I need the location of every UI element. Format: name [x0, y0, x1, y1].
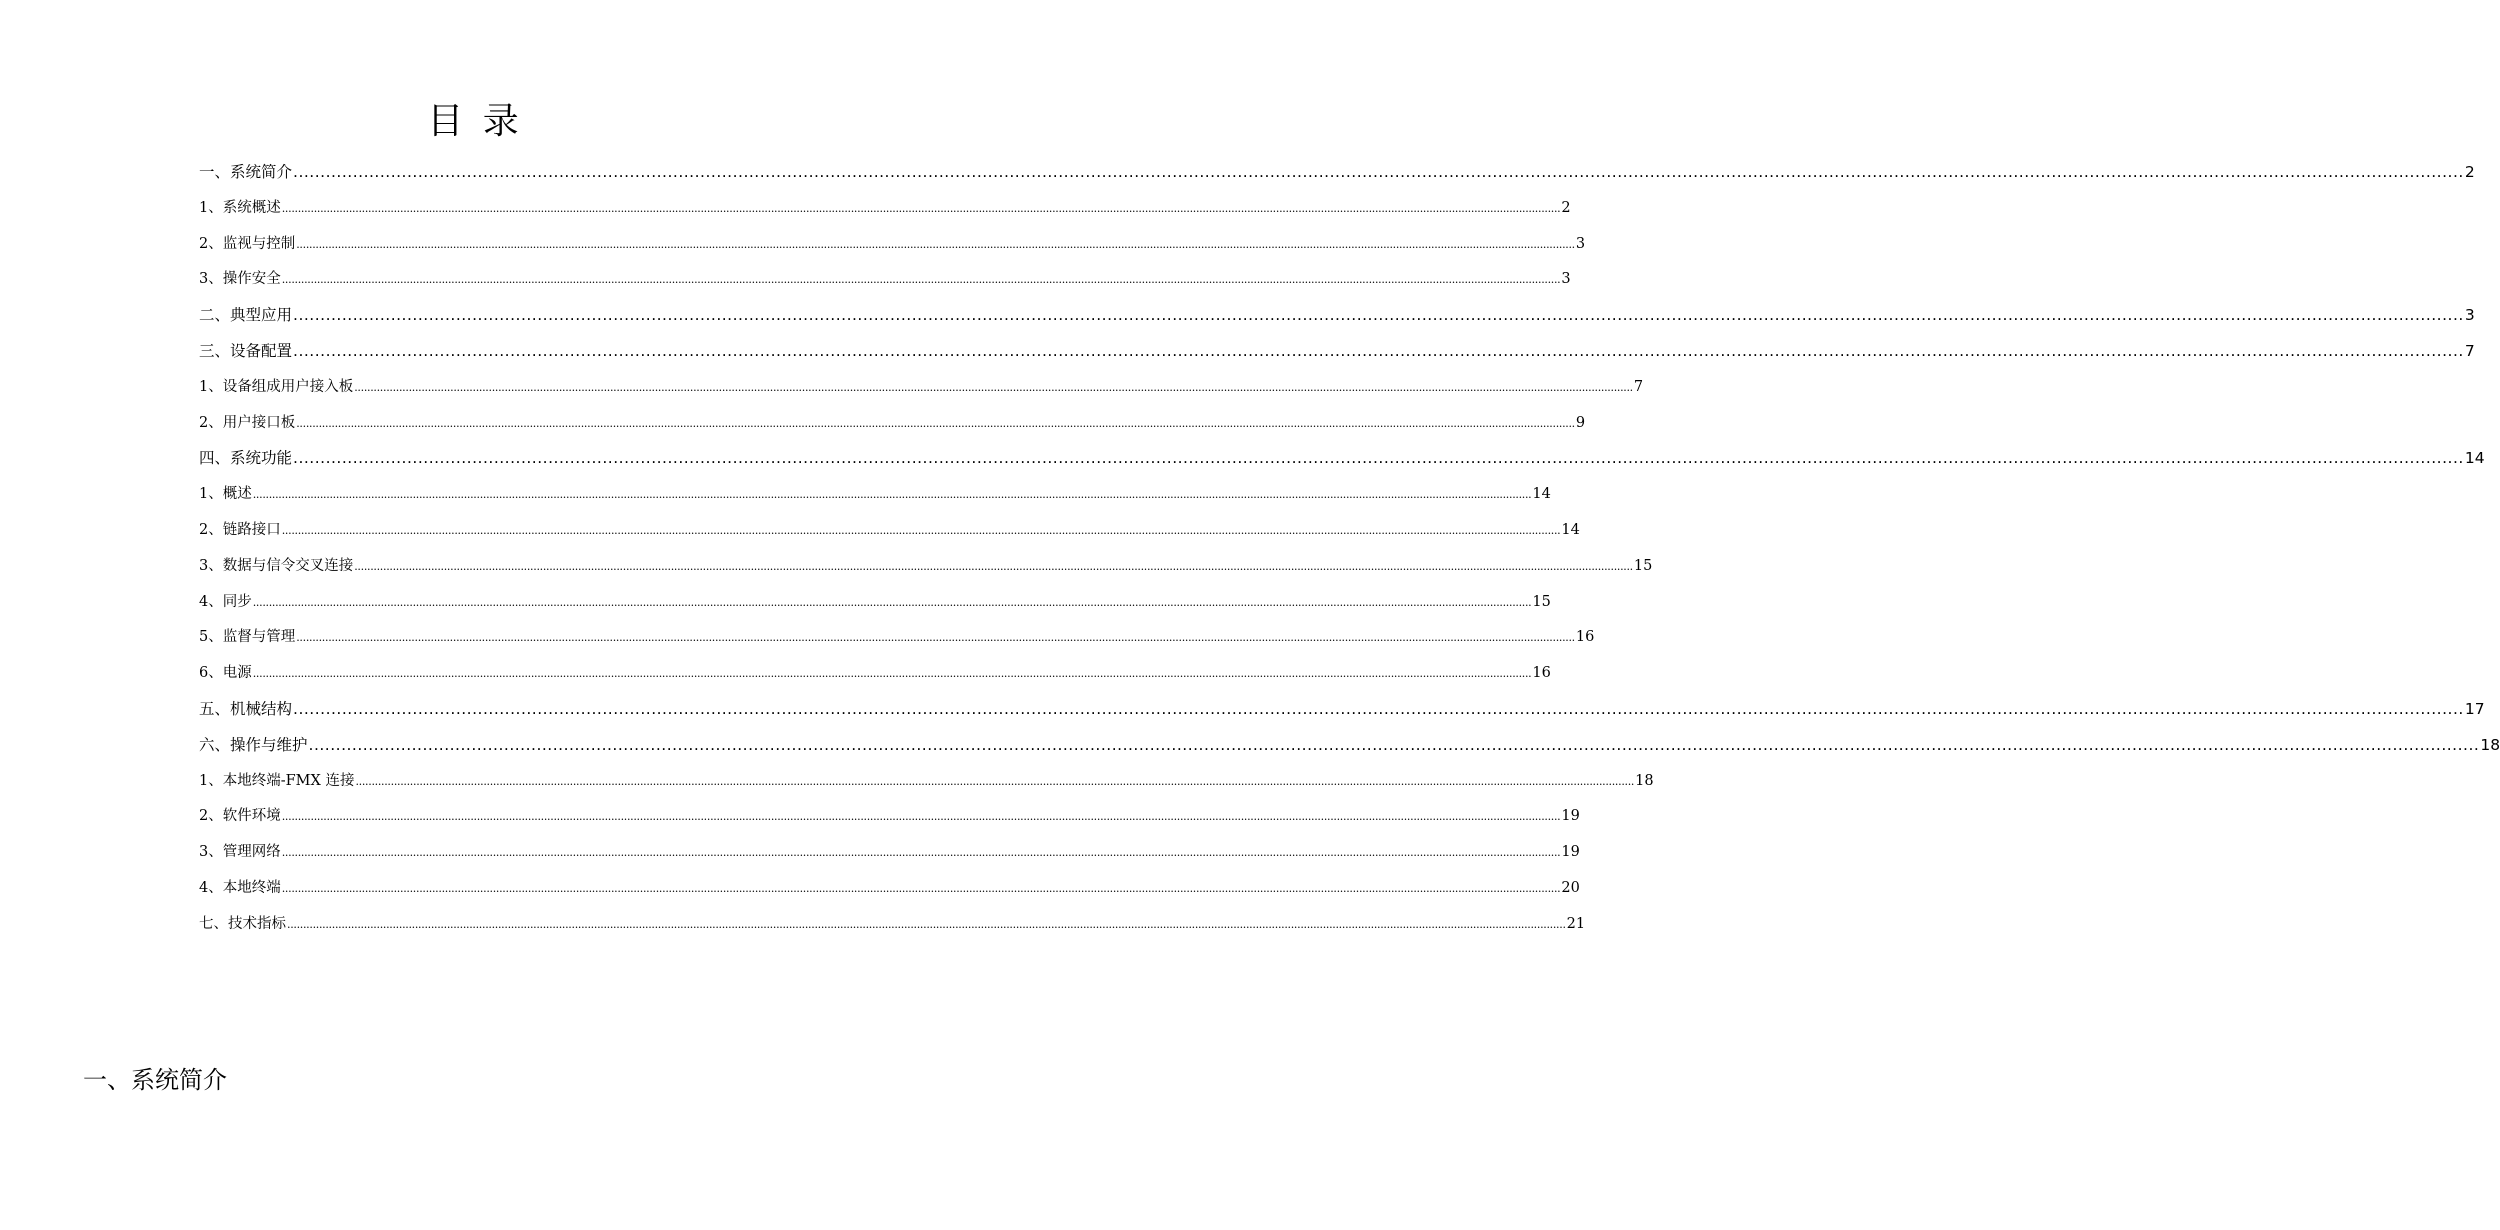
toc-entry-label: 4、同步: [199, 593, 252, 610]
toc-dot-leader: ................................................................................................................................................................................................................................................................................................................................................................................................................: [354, 559, 1633, 573]
toc-entry-label: 2、链路接口: [199, 521, 281, 538]
toc-dot-leader: ................................................................................................................................................................................................................................................................................................................................................................................................................: [293, 163, 2464, 181]
toc-entry-page-number: 2: [2464, 163, 2475, 181]
toc-dot-leader: ................................................................................................................................................................................................................................................................................................................................................................................................................: [281, 846, 1561, 860]
toc-dot-leader: ................................................................................................................................................................................................................................................................................................................................................................................................................: [293, 699, 2464, 718]
toc-dot-leader: ................................................................................................................................................................................................................................................................................................................................................................................................................: [281, 523, 1561, 537]
section-heading: 一、系统简介: [83, 1066, 227, 1094]
toc-entry-page-number: 19: [1561, 808, 1580, 825]
toc-entry-page-number: 15: [1633, 557, 1653, 574]
toc-entry-label: 二、典型应用: [199, 306, 293, 325]
toc-entry[interactable]: [199, 406, 1586, 442]
toc-entry-page-number: 9: [1575, 414, 1586, 431]
toc-entry-page-number: 3: [1575, 235, 1586, 252]
toc-entry-page-number: 7: [2464, 341, 2475, 360]
toc-dot-leader: ................................................................................................................................................................................................................................................................................................................................................................................................................: [281, 810, 1561, 824]
toc-entry-page-number: 20: [1561, 879, 1580, 896]
toc-entry-label: 2、监视与控制: [199, 235, 296, 252]
toc-dot-leader: ................................................................................................................................................................................................................................................................................................................................................................................................................: [252, 488, 1532, 502]
toc-entry-page-number: 15: [1532, 593, 1551, 610]
toc-dot-leader: ................................................................................................................................................................................................................................................................................................................................................................................................................: [296, 631, 1575, 645]
toc-entry-label: 6、电源: [199, 665, 252, 682]
toc-entry-label: 3、操作安全: [199, 271, 281, 288]
toc-entry-label: 1、设备组成用户接入板: [199, 378, 354, 395]
toc-dot-leader: ................................................................................................................................................................................................................................................................................................................................................................................................................: [281, 273, 1561, 287]
toc-entry-page-number: 18: [1635, 772, 1654, 789]
toc-dot-leader: ................................................................................................................................................................................................................................................................................................................................................................................................................: [354, 380, 1633, 394]
toc-entry-page-number: 3: [1561, 271, 1571, 288]
toc-entry-page-number: 14: [1532, 486, 1551, 503]
toc-entry-page-number: 14: [2464, 449, 2485, 468]
toc-dot-leader: ................................................................................................................................................................................................................................................................................................................................................................................................................: [355, 774, 1635, 788]
toc-entry-page-number: 21: [1566, 915, 1586, 932]
toc-entry-label: 1、概述: [199, 486, 252, 503]
toc-entry-page-number: 16: [1575, 629, 1595, 646]
toc-entry[interactable]: [199, 298, 2475, 334]
toc-entry-label: 七、技术指标: [199, 915, 286, 932]
toc-entry-label: 2、软件环境: [199, 808, 281, 825]
toc-entry[interactable]: [199, 155, 2475, 191]
toc-entry-page-number: 14: [1561, 521, 1580, 538]
toc-entry-page-number: 17: [2464, 699, 2485, 718]
toc-dot-leader: ................................................................................................................................................................................................................................................................................................................................................................................................................: [281, 201, 1561, 215]
toc-entry[interactable]: [199, 191, 1571, 227]
toc-entry[interactable]: [199, 764, 1654, 800]
toc-dot-leader: ................................................................................................................................................................................................................................................................................................................................................................................................................: [252, 667, 1532, 681]
toc-entry-label: 1、系统概述: [199, 199, 281, 216]
toc-entry-label: 一、系统简介: [199, 163, 293, 181]
toc-entry-label: 4、本地终端: [199, 879, 281, 896]
toc-entry-label: 5、监督与管理: [199, 629, 296, 646]
toc-entry[interactable]: [199, 907, 1586, 943]
toc-dot-leader: ................................................................................................................................................................................................................................................................................................................................................................................................................: [293, 341, 2464, 360]
toc-entry-label: 四、系统功能: [199, 449, 293, 468]
page-title: 目 录: [427, 101, 523, 142]
toc-entry[interactable]: [199, 262, 1571, 298]
toc-dot-leader: ................................................................................................................................................................................................................................................................................................................................................................................................................: [287, 917, 1566, 931]
toc-entry-page-number: 19: [1561, 844, 1580, 861]
toc-dot-leader: ................................................................................................................................................................................................................................................................................................................................................................................................................: [308, 735, 2480, 754]
toc-entry-label: 三、设备配置: [199, 341, 293, 360]
toc-dot-leader: ................................................................................................................................................................................................................................................................................................................................................................................................................: [293, 306, 2464, 325]
toc-entry-page-number: 2: [1561, 199, 1571, 216]
toc-entry[interactable]: [199, 477, 1551, 513]
toc-entry-label: 1、本地终端-FMX 连接: [199, 772, 355, 789]
toc-entry[interactable]: [199, 871, 1580, 907]
toc-dot-leader: ................................................................................................................................................................................................................................................................................................................................................................................................................: [296, 237, 1575, 251]
toc-dot-leader: ................................................................................................................................................................................................................................................................................................................................................................................................................: [252, 595, 1532, 609]
toc-entry-page-number: 18: [2480, 735, 2500, 754]
toc-entry-label: 五、机械结构: [199, 699, 293, 718]
toc-entry[interactable]: [199, 656, 1551, 692]
toc-entry-page-number: 16: [1532, 665, 1551, 682]
toc-dot-leader: ................................................................................................................................................................................................................................................................................................................................................................................................................: [293, 449, 2464, 468]
toc-entry[interactable]: [199, 620, 1595, 656]
toc-entry[interactable]: [199, 799, 1580, 835]
toc-entry[interactable]: [199, 728, 2500, 764]
toc-entry-label: 3、管理网络: [199, 844, 281, 861]
toc-entry-page-number: 3: [2464, 306, 2475, 325]
toc-entry[interactable]: [199, 370, 1644, 406]
toc-entry[interactable]: [199, 334, 2475, 370]
toc-dot-leader: ................................................................................................................................................................................................................................................................................................................................................................................................................: [281, 881, 1561, 895]
toc-entry[interactable]: [199, 835, 1580, 871]
table-of-contents: [199, 155, 2500, 943]
toc-dot-leader: ................................................................................................................................................................................................................................................................................................................................................................................................................: [296, 416, 1575, 430]
toc-entry[interactable]: [199, 549, 1653, 585]
toc-entry[interactable]: [199, 227, 1586, 263]
toc-entry-label: 2、用户接口板: [199, 414, 296, 431]
toc-entry[interactable]: [199, 513, 1580, 549]
toc-entry[interactable]: [199, 441, 2485, 477]
toc-entry-label: 六、操作与维护: [199, 735, 308, 754]
toc-entry[interactable]: [199, 585, 1551, 621]
toc-entry-page-number: 7: [1633, 378, 1644, 395]
toc-entry-label: 3、数据与信令交叉连接: [199, 557, 354, 574]
toc-entry[interactable]: [199, 692, 2485, 728]
